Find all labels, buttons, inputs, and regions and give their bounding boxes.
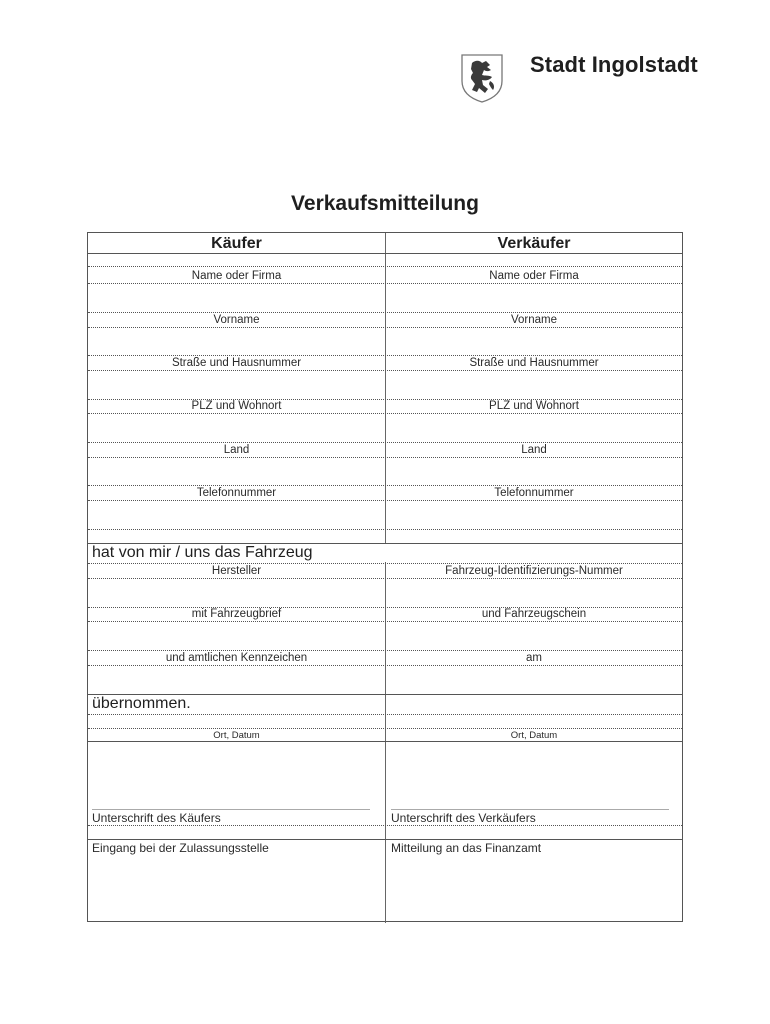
label-license-plate: und amtlichen Kennzeichen	[165, 652, 308, 664]
divider	[88, 728, 682, 729]
divider	[88, 355, 682, 356]
seller-place-date-label: Ort, Datum	[510, 730, 558, 741]
divider	[88, 741, 682, 742]
label-registration-certificate: und Fahrzeugschein	[481, 608, 587, 620]
divider	[88, 266, 682, 267]
divider	[88, 370, 682, 371]
buyer-signature-label: Unterschrift des Käufers	[92, 811, 221, 825]
divider	[88, 825, 682, 826]
buyer-label-name: Name oder Firma	[191, 270, 282, 282]
buyer-label-phone: Telefonnummer	[196, 487, 277, 499]
divider	[88, 457, 682, 458]
vehicle-heading: hat von mir / uns das Fahrzeug	[92, 544, 313, 561]
divider	[88, 413, 682, 414]
divider	[88, 283, 682, 284]
divider	[88, 665, 682, 666]
seller-label-country: Land	[521, 444, 547, 456]
divider	[88, 500, 682, 501]
divider	[88, 312, 682, 313]
divider	[88, 442, 682, 443]
divider	[88, 839, 682, 840]
buyer-place-date-label: Ort, Datum	[213, 730, 260, 741]
divider	[88, 253, 682, 254]
seller-label-firstname: Vorname	[510, 314, 558, 326]
seller-label-name: Name oder Firma	[489, 270, 579, 282]
label-vin: Fahrzeug-Identifizierungs-Nummer	[445, 565, 623, 577]
label-manufacturer: Hersteller	[211, 565, 262, 577]
divider	[88, 529, 682, 530]
label-vehicle-title: mit Fahrzeugbrief	[191, 608, 282, 620]
buyer-label-country: Land	[223, 444, 250, 456]
closing-text: übernommen.	[92, 695, 191, 712]
seller-label-zip-city: PLZ und Wohnort	[489, 400, 579, 412]
coat-of-arms-icon	[460, 53, 504, 103]
tax-office-label: Mitteilung an das Finanzamt	[391, 841, 542, 855]
divider	[88, 563, 682, 564]
sale-notice-form	[87, 232, 683, 922]
divider	[88, 650, 682, 651]
city-name: Stadt Ingolstadt	[530, 52, 698, 77]
divider	[88, 714, 682, 715]
registration-office-label: Eingang bei der Zulassungsstelle	[92, 841, 269, 855]
column-header-buyer: Käufer	[211, 235, 262, 252]
seller-signature-line	[391, 809, 669, 810]
divider	[88, 485, 682, 486]
page-title: Verkaufsmitteilung	[291, 192, 479, 215]
buyer-label-firstname: Vorname	[213, 314, 260, 326]
seller-label-street: Straße und Hausnummer	[469, 357, 599, 369]
divider	[88, 578, 682, 579]
seller-signature-label: Unterschrift des Verkäufers	[391, 811, 536, 825]
label-date: am	[526, 652, 542, 664]
seller-label-phone: Telefonnummer	[494, 487, 574, 499]
buyer-signature-line	[92, 809, 370, 810]
column-header-seller: Verkäufer	[497, 235, 571, 252]
divider	[88, 327, 682, 328]
buyer-label-zip-city: PLZ und Wohnort	[191, 400, 282, 412]
divider	[88, 621, 682, 622]
buyer-label-street: Straße und Hausnummer	[171, 357, 302, 369]
